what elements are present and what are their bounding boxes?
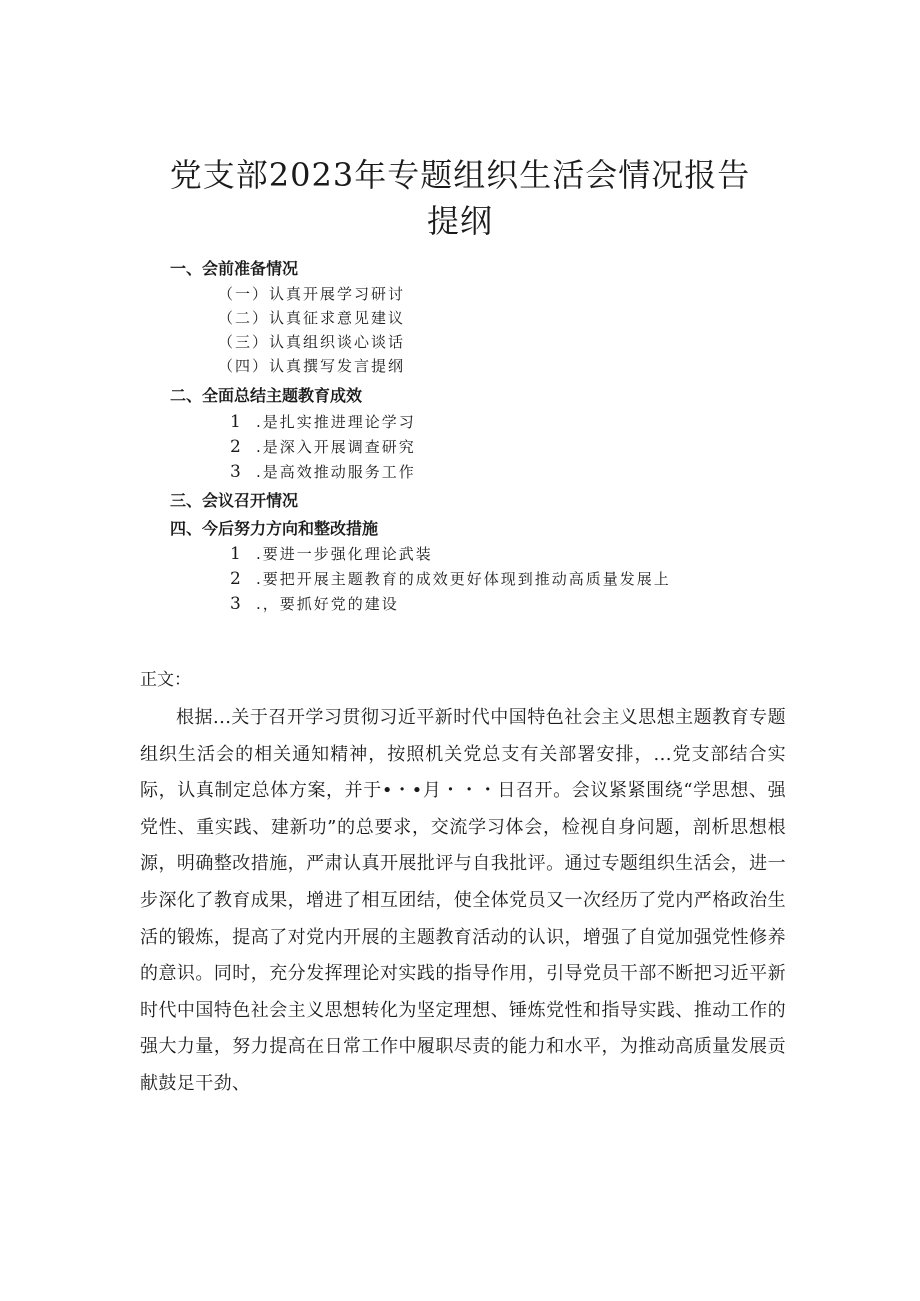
item-number: 1 [230,544,243,564]
item-text: .，要抓好党的建设 [256,595,399,613]
outline-heading-1: 一、会前准备情况 [170,259,299,278]
outline-heading-2: 二、全面总结主题教育成效 [170,386,363,405]
item-number: 1 [230,412,243,432]
outline-numbered-item [230,568,671,590]
item-text: .要把开展主题教育的成效更好体现到推动高质量发展上 [256,570,671,588]
item-number: 2 [230,569,243,589]
outline-numbered-item [230,461,416,483]
item-text: .是扎实推进理论学习 [256,413,416,431]
outline-heading-3: 三、会议召开情况 [170,491,299,510]
outline-numbered-item [230,543,433,565]
item-text: .是高效推动服务工作 [256,463,416,481]
item-number: 2 [230,437,243,457]
outline-numbered-item [230,593,399,615]
outline-subitem: （三）认真组织谈心谈话 [218,333,406,351]
body-label: 正文： [140,670,191,690]
document-title-line1: 党支部2023年专题组织生活会情况报告 [169,156,751,194]
body-paragraph: 根据...关于召开学习贯彻习近平新时代中国特色社会主义思想主题教育专题组织生活会的相关通知精神，按照机关党总支有关部署安排，...党支部结合实际，认真制定总体方案，并于•・•月・・・日召开。会议紧紧围绕“学思想、强党性、重实践、建新功”的总要求，交流学习体会，检视自身问题，剖析思想根源，明确整改措施，严肃认真开展批评与自我批评。通过专题组织生活会，进一步深化了教育成果，增进了相互团结，使全体党员又一次经历了党内严格政治生活的锻炼，提高了对党内开展的主题教育活动的认识，增强了自觉加强党性修养的意识。同时，充分发挥理论对实践的指导作用，引导党员干部不断把习近平新时代中国特色社会主义思想转化为坚定理想、锤炼党性和指导实践、推动工作的强大力量，努力提高在日常工作中履职尽责的能力和水平，为推动高质量发展贡献鼓足干劲、 [140,707,786,1094]
document-title-line2: 提纲 [426,202,493,240]
outline-subitem: （四）认真撰写发言提纲 [218,357,406,375]
outline-heading-4: 四、今后努力方向和整改措施 [170,519,379,538]
item-text: .要进一步强化理论武装 [256,545,433,563]
outline-subitem: （一）认真开展学习研讨 [218,285,406,303]
item-number: 3 [230,594,243,614]
outline-numbered-item [230,436,416,458]
item-number: 3 [230,462,243,482]
item-text: .是深入开展调查研究 [256,438,416,456]
outline-subitem: （二）认真征求意见建议 [218,309,406,327]
outline-numbered-item [230,411,416,433]
